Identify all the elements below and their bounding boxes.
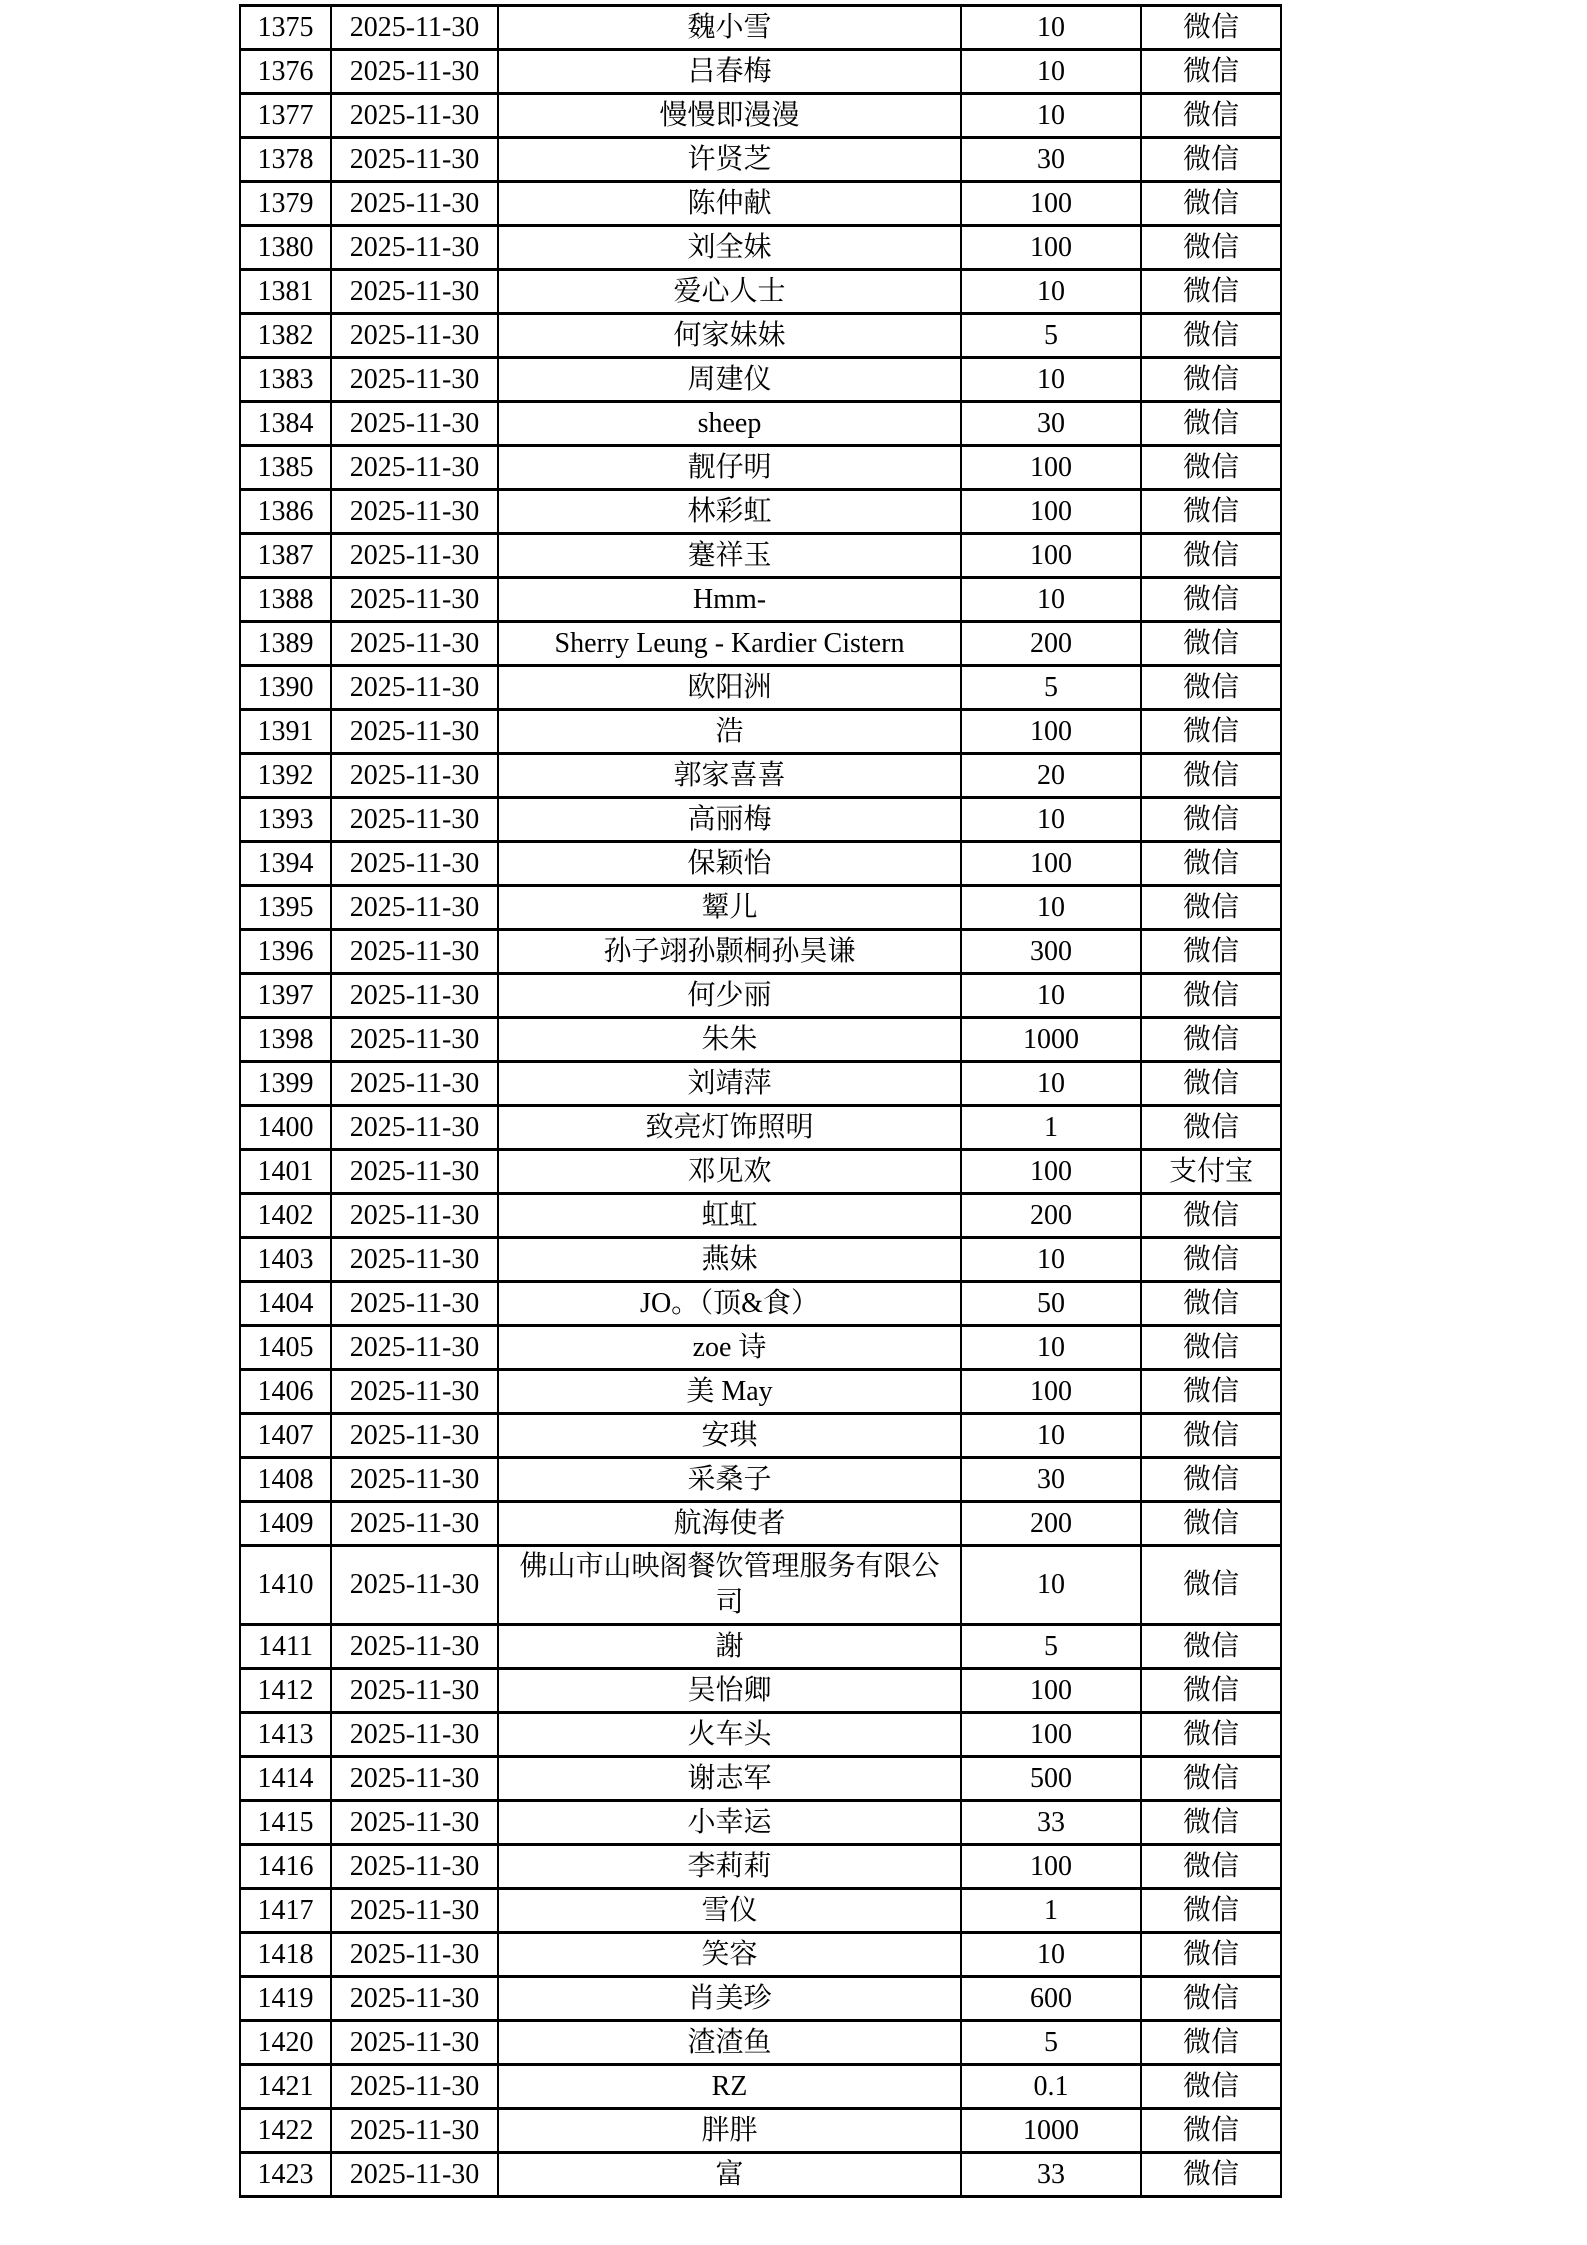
row-number-cell: 1386 <box>240 490 331 534</box>
amount-cell: 30 <box>961 402 1141 446</box>
payment-method-cell: 微信 <box>1141 886 1281 930</box>
amount-cell: 20 <box>961 754 1141 798</box>
amount-cell: 1 <box>961 1106 1141 1150</box>
donor-name-cell: 吕春梅 <box>498 50 961 94</box>
payment-method-cell: 微信 <box>1141 1458 1281 1502</box>
donor-name-cell: 肖美珍 <box>498 1977 961 2021</box>
amount-cell: 200 <box>961 622 1141 666</box>
row-number-cell: 1420 <box>240 2021 331 2065</box>
date-cell: 2025-11-30 <box>331 94 498 138</box>
table-row <box>240 1669 1281 1713</box>
row-number-cell: 1401 <box>240 1150 331 1194</box>
date-cell: 2025-11-30 <box>331 490 498 534</box>
row-number-cell: 1390 <box>240 666 331 710</box>
table-row <box>240 314 1281 358</box>
amount-cell: 1000 <box>961 2109 1141 2153</box>
table-row <box>240 1414 1281 1458</box>
table-row <box>240 1546 1281 1625</box>
table-row <box>240 1801 1281 1845</box>
amount-cell: 10 <box>961 270 1141 314</box>
table-row <box>240 1238 1281 1282</box>
row-number-cell: 1407 <box>240 1414 331 1458</box>
amount-cell: 600 <box>961 1977 1141 2021</box>
donor-name-cell: 邓见欢 <box>498 1150 961 1194</box>
date-cell: 2025-11-30 <box>331 1458 498 1502</box>
date-cell: 2025-11-30 <box>331 1062 498 1106</box>
amount-cell: 100 <box>961 1150 1141 1194</box>
row-number-cell: 1384 <box>240 402 331 446</box>
amount-cell: 33 <box>961 1801 1141 1845</box>
donor-name-cell: 高丽梅 <box>498 798 961 842</box>
date-cell: 2025-11-30 <box>331 1194 498 1238</box>
table-row <box>240 1502 1281 1546</box>
date-cell: 2025-11-30 <box>331 1977 498 2021</box>
date-cell: 2025-11-30 <box>331 50 498 94</box>
date-cell: 2025-11-30 <box>331 1414 498 1458</box>
table-row <box>240 1713 1281 1757</box>
payment-method-cell: 支付宝 <box>1141 1150 1281 1194</box>
date-cell: 2025-11-30 <box>331 1106 498 1150</box>
date-cell: 2025-11-30 <box>331 578 498 622</box>
date-cell: 2025-11-30 <box>331 1889 498 1933</box>
donor-name-cell: 陈仲献 <box>498 182 961 226</box>
date-cell: 2025-11-30 <box>331 666 498 710</box>
table-row <box>240 226 1281 270</box>
donor-name-cell: 火车头 <box>498 1713 961 1757</box>
table-row <box>240 1889 1281 1933</box>
row-number-cell: 1423 <box>240 2153 331 2197</box>
donor-name-cell: 周建仪 <box>498 358 961 402</box>
row-number-cell: 1387 <box>240 534 331 578</box>
table-row <box>240 1062 1281 1106</box>
row-number-cell: 1393 <box>240 798 331 842</box>
row-number-cell: 1377 <box>240 94 331 138</box>
amount-cell: 10 <box>961 1238 1141 1282</box>
donor-name-cell: 渣渣鱼 <box>498 2021 961 2065</box>
payment-method-cell: 微信 <box>1141 358 1281 402</box>
donor-name-cell: 李莉莉 <box>498 1845 961 1889</box>
row-number-cell: 1421 <box>240 2065 331 2109</box>
payment-method-cell: 微信 <box>1141 1977 1281 2021</box>
payment-method-cell: 微信 <box>1141 402 1281 446</box>
amount-cell: 10 <box>961 1414 1141 1458</box>
amount-cell: 100 <box>961 182 1141 226</box>
table-row <box>240 1282 1281 1326</box>
amount-cell: 10 <box>961 94 1141 138</box>
row-number-cell: 1383 <box>240 358 331 402</box>
table-row <box>240 1845 1281 1889</box>
table-row <box>240 578 1281 622</box>
donor-name-cell: Sherry Leung - Kardier Cistern <box>498 622 961 666</box>
donor-name-cell: 安琪 <box>498 1414 961 1458</box>
table-row <box>240 270 1281 314</box>
donor-name-cell: zoe 诗 <box>498 1326 961 1370</box>
row-number-cell: 1392 <box>240 754 331 798</box>
row-number-cell: 1415 <box>240 1801 331 1845</box>
amount-cell: 100 <box>961 490 1141 534</box>
table-row <box>240 886 1281 930</box>
date-cell: 2025-11-30 <box>331 1845 498 1889</box>
table-row <box>240 1106 1281 1150</box>
row-number-cell: 1408 <box>240 1458 331 1502</box>
date-cell: 2025-11-30 <box>331 974 498 1018</box>
date-cell: 2025-11-30 <box>331 2065 498 2109</box>
row-number-cell: 1406 <box>240 1370 331 1414</box>
payment-method-cell: 微信 <box>1141 1502 1281 1546</box>
table-row <box>240 446 1281 490</box>
payment-method-cell: 微信 <box>1141 842 1281 886</box>
table-row <box>240 1018 1281 1062</box>
amount-cell: 10 <box>961 974 1141 1018</box>
amount-cell: 100 <box>961 710 1141 754</box>
amount-cell: 0.1 <box>961 2065 1141 2109</box>
payment-method-cell: 微信 <box>1141 50 1281 94</box>
table-row <box>240 534 1281 578</box>
donor-name-cell: 刘靖萍 <box>498 1062 961 1106</box>
amount-cell: 100 <box>961 226 1141 270</box>
date-cell: 2025-11-30 <box>331 930 498 974</box>
table-row <box>240 1150 1281 1194</box>
date-cell: 2025-11-30 <box>331 446 498 490</box>
payment-method-cell: 微信 <box>1141 2065 1281 2109</box>
date-cell: 2025-11-30 <box>331 1801 498 1845</box>
donor-name-cell: 富 <box>498 2153 961 2197</box>
row-number-cell: 1402 <box>240 1194 331 1238</box>
row-number-cell: 1375 <box>240 6 331 50</box>
amount-cell: 1000 <box>961 1018 1141 1062</box>
donor-name-cell: 郭家喜喜 <box>498 754 961 798</box>
donor-name-cell: 欧阳洲 <box>498 666 961 710</box>
row-number-cell: 1413 <box>240 1713 331 1757</box>
amount-cell: 1 <box>961 1889 1141 1933</box>
amount-cell: 10 <box>961 1326 1141 1370</box>
row-number-cell: 1376 <box>240 50 331 94</box>
donor-name-cell: JO。（顶&食） <box>498 1282 961 1326</box>
amount-cell: 30 <box>961 1458 1141 1502</box>
amount-cell: 10 <box>961 6 1141 50</box>
payment-method-cell: 微信 <box>1141 1326 1281 1370</box>
row-number-cell: 1409 <box>240 1502 331 1546</box>
row-number-cell: 1388 <box>240 578 331 622</box>
payment-method-cell: 微信 <box>1141 1018 1281 1062</box>
row-number-cell: 1380 <box>240 226 331 270</box>
payment-method-cell: 微信 <box>1141 1933 1281 1977</box>
date-cell: 2025-11-30 <box>331 886 498 930</box>
table-row <box>240 666 1281 710</box>
table-row <box>240 974 1281 1018</box>
table-row <box>240 930 1281 974</box>
donor-name-cell: 吴怡卿 <box>498 1669 961 1713</box>
row-number-cell: 1403 <box>240 1238 331 1282</box>
amount-cell: 10 <box>961 578 1141 622</box>
payment-method-cell: 微信 <box>1141 930 1281 974</box>
payment-method-cell: 微信 <box>1141 94 1281 138</box>
row-number-cell: 1411 <box>240 1625 331 1669</box>
payment-method-cell: 微信 <box>1141 1062 1281 1106</box>
table-row <box>240 1977 1281 2021</box>
row-number-cell: 1381 <box>240 270 331 314</box>
payment-method-cell: 微信 <box>1141 1370 1281 1414</box>
payment-method-cell: 微信 <box>1141 754 1281 798</box>
amount-cell: 10 <box>961 358 1141 402</box>
row-number-cell: 1395 <box>240 886 331 930</box>
donor-name-cell: 燕妹 <box>498 1238 961 1282</box>
donor-name-cell: 航海使者 <box>498 1502 961 1546</box>
row-number-cell: 1389 <box>240 622 331 666</box>
payment-method-cell: 微信 <box>1141 710 1281 754</box>
amount-cell: 100 <box>961 1845 1141 1889</box>
payment-method-cell: 微信 <box>1141 666 1281 710</box>
payment-method-cell: 微信 <box>1141 534 1281 578</box>
date-cell: 2025-11-30 <box>331 842 498 886</box>
date-cell: 2025-11-30 <box>331 358 498 402</box>
amount-cell: 5 <box>961 2021 1141 2065</box>
donor-name-cell: 何少丽 <box>498 974 961 1018</box>
row-number-cell: 1412 <box>240 1669 331 1713</box>
date-cell: 2025-11-30 <box>331 1326 498 1370</box>
donation-table <box>239 4 1282 2198</box>
row-number-cell: 1405 <box>240 1326 331 1370</box>
payment-method-cell: 微信 <box>1141 578 1281 622</box>
donor-name-cell: 佛山市山映阁餐饮管理服务有限公司 <box>498 1546 961 1625</box>
table-row <box>240 358 1281 402</box>
payment-method-cell: 微信 <box>1141 622 1281 666</box>
date-cell: 2025-11-30 <box>331 226 498 270</box>
donor-name-cell: 朱朱 <box>498 1018 961 1062</box>
amount-cell: 10 <box>961 1546 1141 1625</box>
donor-name-cell: 采桑子 <box>498 1458 961 1502</box>
date-cell: 2025-11-30 <box>331 710 498 754</box>
payment-method-cell: 微信 <box>1141 798 1281 842</box>
donor-name-cell: 靓仔明 <box>498 446 961 490</box>
donor-name-cell: 虹虹 <box>498 1194 961 1238</box>
table-row <box>240 1326 1281 1370</box>
table-row <box>240 754 1281 798</box>
donor-name-cell: 小幸运 <box>498 1801 961 1845</box>
date-cell: 2025-11-30 <box>331 1546 498 1625</box>
row-number-cell: 1416 <box>240 1845 331 1889</box>
date-cell: 2025-11-30 <box>331 314 498 358</box>
amount-cell: 100 <box>961 1370 1141 1414</box>
amount-cell: 5 <box>961 666 1141 710</box>
row-number-cell: 1379 <box>240 182 331 226</box>
payment-method-cell: 微信 <box>1141 1625 1281 1669</box>
date-cell: 2025-11-30 <box>331 1933 498 1977</box>
date-cell: 2025-11-30 <box>331 534 498 578</box>
table-row <box>240 6 1281 50</box>
row-number-cell: 1410 <box>240 1546 331 1625</box>
amount-cell: 300 <box>961 930 1141 974</box>
payment-method-cell: 微信 <box>1141 314 1281 358</box>
amount-cell: 10 <box>961 1933 1141 1977</box>
date-cell: 2025-11-30 <box>331 402 498 446</box>
row-number-cell: 1399 <box>240 1062 331 1106</box>
table-row <box>240 842 1281 886</box>
row-number-cell: 1417 <box>240 1889 331 1933</box>
table-row <box>240 2065 1281 2109</box>
table-row <box>240 2153 1281 2197</box>
row-number-cell: 1419 <box>240 1977 331 2021</box>
payment-method-cell: 微信 <box>1141 270 1281 314</box>
date-cell: 2025-11-30 <box>331 182 498 226</box>
payment-method-cell: 微信 <box>1141 1194 1281 1238</box>
date-cell: 2025-11-30 <box>331 1669 498 1713</box>
donor-name-cell: sheep <box>498 402 961 446</box>
payment-method-cell: 微信 <box>1141 1801 1281 1845</box>
payment-method-cell: 微信 <box>1141 1713 1281 1757</box>
date-cell: 2025-11-30 <box>331 1150 498 1194</box>
date-cell: 2025-11-30 <box>331 1625 498 1669</box>
amount-cell: 500 <box>961 1757 1141 1801</box>
amount-cell: 100 <box>961 842 1141 886</box>
table-row <box>240 138 1281 182</box>
date-cell: 2025-11-30 <box>331 1238 498 1282</box>
donor-name-cell: 美 May <box>498 1370 961 1414</box>
donor-name-cell: 爱心人士 <box>498 270 961 314</box>
date-cell: 2025-11-30 <box>331 1018 498 1062</box>
amount-cell: 30 <box>961 138 1141 182</box>
payment-method-cell: 微信 <box>1141 1669 1281 1713</box>
donation-table-body <box>240 6 1281 2197</box>
date-cell: 2025-11-30 <box>331 754 498 798</box>
table-row <box>240 1370 1281 1414</box>
donor-name-cell: 谢志军 <box>498 1757 961 1801</box>
amount-cell: 200 <box>961 1502 1141 1546</box>
date-cell: 2025-11-30 <box>331 1282 498 1326</box>
date-cell: 2025-11-30 <box>331 2109 498 2153</box>
date-cell: 2025-11-30 <box>331 1757 498 1801</box>
payment-method-cell: 微信 <box>1141 490 1281 534</box>
donor-name-cell: 慢慢即漫漫 <box>498 94 961 138</box>
payment-method-cell: 微信 <box>1141 1845 1281 1889</box>
payment-method-cell: 微信 <box>1141 1414 1281 1458</box>
amount-cell: 10 <box>961 50 1141 94</box>
date-cell: 2025-11-30 <box>331 138 498 182</box>
payment-method-cell: 微信 <box>1141 1889 1281 1933</box>
row-number-cell: 1400 <box>240 1106 331 1150</box>
donor-name-cell: 笑容 <box>498 1933 961 1977</box>
payment-method-cell: 微信 <box>1141 446 1281 490</box>
amount-cell: 10 <box>961 798 1141 842</box>
date-cell: 2025-11-30 <box>331 1370 498 1414</box>
row-number-cell: 1418 <box>240 1933 331 1977</box>
row-number-cell: 1378 <box>240 138 331 182</box>
amount-cell: 10 <box>961 886 1141 930</box>
donor-name-cell: 致亮灯饰照明 <box>498 1106 961 1150</box>
payment-method-cell: 微信 <box>1141 1238 1281 1282</box>
row-number-cell: 1397 <box>240 974 331 1018</box>
date-cell: 2025-11-30 <box>331 2153 498 2197</box>
donor-name-cell: Hmm- <box>498 578 961 622</box>
donor-name-cell: 雪仪 <box>498 1889 961 1933</box>
date-cell: 2025-11-30 <box>331 2021 498 2065</box>
row-number-cell: 1391 <box>240 710 331 754</box>
donor-name-cell: 胖胖 <box>498 2109 961 2153</box>
amount-cell: 5 <box>961 1625 1141 1669</box>
table-row <box>240 182 1281 226</box>
table-row <box>240 1458 1281 1502</box>
date-cell: 2025-11-30 <box>331 1713 498 1757</box>
row-number-cell: 1414 <box>240 1757 331 1801</box>
donor-name-cell: 颦儿 <box>498 886 961 930</box>
payment-method-cell: 微信 <box>1141 1106 1281 1150</box>
donor-name-cell: 孙子翊孙颢桐孙昊谦 <box>498 930 961 974</box>
payment-method-cell: 微信 <box>1141 2109 1281 2153</box>
row-number-cell: 1394 <box>240 842 331 886</box>
row-number-cell: 1404 <box>240 1282 331 1326</box>
amount-cell: 10 <box>961 1062 1141 1106</box>
donor-name-cell: RZ <box>498 2065 961 2109</box>
table-row <box>240 402 1281 446</box>
amount-cell: 5 <box>961 314 1141 358</box>
amount-cell: 100 <box>961 1713 1141 1757</box>
table-row <box>240 50 1281 94</box>
payment-method-cell: 微信 <box>1141 974 1281 1018</box>
payment-method-cell: 微信 <box>1141 6 1281 50</box>
table-row <box>240 2021 1281 2065</box>
table-row <box>240 1625 1281 1669</box>
payment-method-cell: 微信 <box>1141 226 1281 270</box>
donor-name-cell: 蹇祥玉 <box>498 534 961 578</box>
payment-method-cell: 微信 <box>1141 182 1281 226</box>
table-row <box>240 1933 1281 1977</box>
amount-cell: 200 <box>961 1194 1141 1238</box>
donor-name-cell: 何家妹妹 <box>498 314 961 358</box>
payment-method-cell: 微信 <box>1141 1282 1281 1326</box>
row-number-cell: 1396 <box>240 930 331 974</box>
table-row <box>240 798 1281 842</box>
donor-name-cell: 魏小雪 <box>498 6 961 50</box>
table-row <box>240 1757 1281 1801</box>
table-row <box>240 490 1281 534</box>
date-cell: 2025-11-30 <box>331 622 498 666</box>
date-cell: 2025-11-30 <box>331 798 498 842</box>
payment-method-cell: 微信 <box>1141 138 1281 182</box>
donor-name-cell: 许贤芝 <box>498 138 961 182</box>
date-cell: 2025-11-30 <box>331 270 498 314</box>
row-number-cell: 1422 <box>240 2109 331 2153</box>
amount-cell: 50 <box>961 1282 1141 1326</box>
payment-method-cell: 微信 <box>1141 2021 1281 2065</box>
payment-method-cell: 微信 <box>1141 1546 1281 1625</box>
table-row <box>240 1194 1281 1238</box>
amount-cell: 33 <box>961 2153 1141 2197</box>
amount-cell: 100 <box>961 1669 1141 1713</box>
amount-cell: 100 <box>961 534 1141 578</box>
table-row <box>240 94 1281 138</box>
row-number-cell: 1382 <box>240 314 331 358</box>
payment-method-cell: 微信 <box>1141 2153 1281 2197</box>
amount-cell: 100 <box>961 446 1141 490</box>
row-number-cell: 1398 <box>240 1018 331 1062</box>
date-cell: 2025-11-30 <box>331 6 498 50</box>
payment-method-cell: 微信 <box>1141 1757 1281 1801</box>
table-row <box>240 2109 1281 2153</box>
table-row <box>240 622 1281 666</box>
donor-name-cell: 謝 <box>498 1625 961 1669</box>
table-row <box>240 710 1281 754</box>
donor-name-cell: 保颖怡 <box>498 842 961 886</box>
donor-name-cell: 林彩虹 <box>498 490 961 534</box>
date-cell: 2025-11-30 <box>331 1502 498 1546</box>
donor-name-cell: 刘全妹 <box>498 226 961 270</box>
donor-name-cell: 浩 <box>498 710 961 754</box>
row-number-cell: 1385 <box>240 446 331 490</box>
